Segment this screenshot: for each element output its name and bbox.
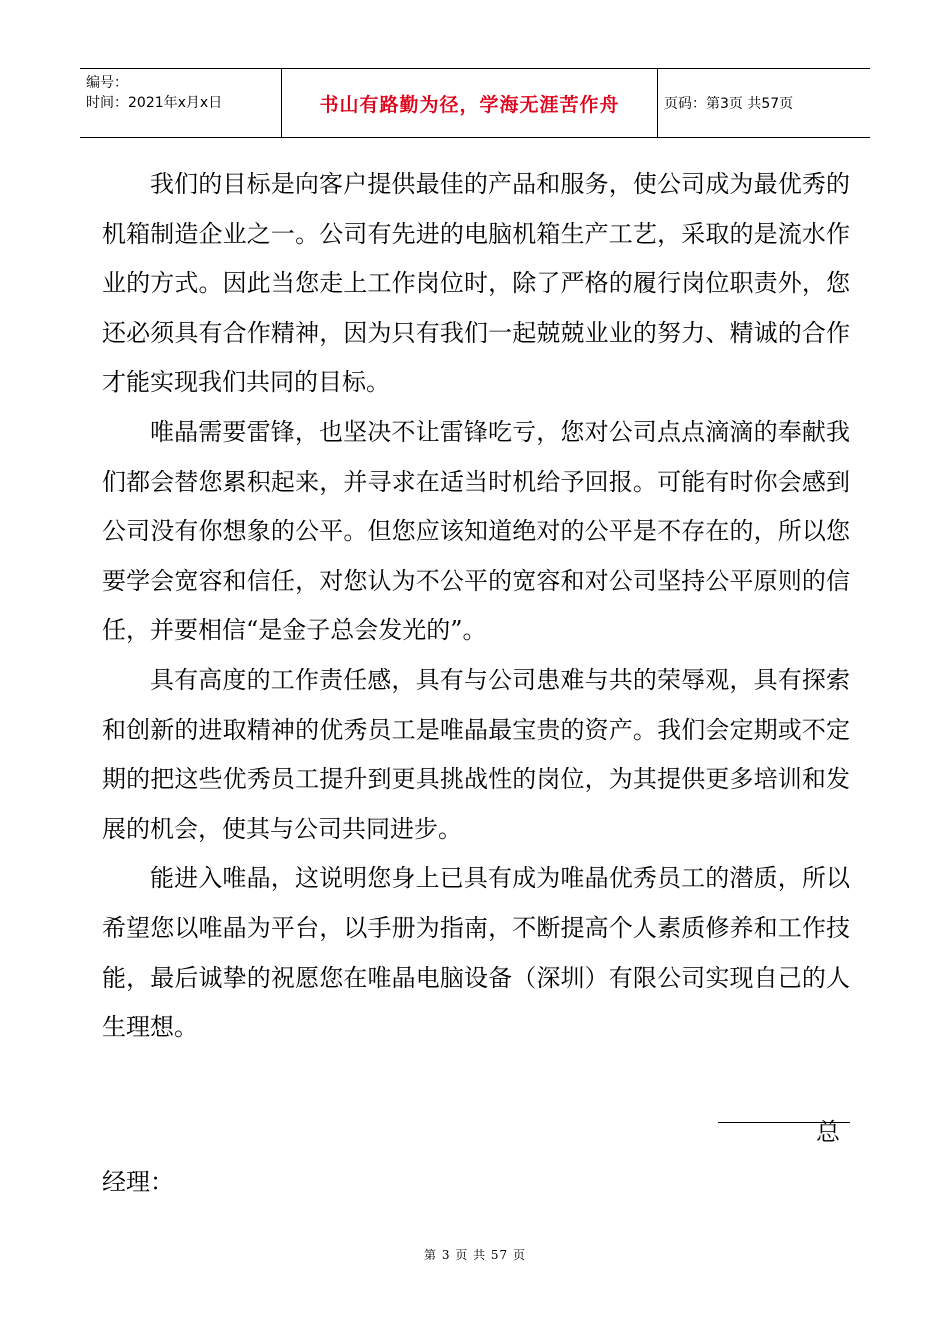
header-meta bbox=[80, 69, 282, 137]
document-body bbox=[102, 160, 850, 1053]
document-number-label: 编号： bbox=[86, 75, 128, 91]
signature-line-row bbox=[718, 1112, 850, 1152]
signature-title-part1: 总 bbox=[816, 1118, 840, 1146]
page-footer: 第 3 页 共 57 页 bbox=[424, 1248, 526, 1262]
header-motto: 书山有路勤为径，学海无涯苦作舟 bbox=[282, 69, 658, 137]
paragraph-excellent-staff: 具有高度的工作责任感，具有与公司患难与共的荣辱观，具有探索和创新的进取精神的优秀员工是唯晶最宝贵的资产。我们会定期或不定期的把这些优秀员工提升到更具挑战性的岗位，为其提供更多培训和发展的机会，使其与公司共同进步。 bbox=[102, 665, 850, 843]
header-page-info: 页码：第3页 共57页 bbox=[664, 96, 794, 112]
document-time-label: 时间：2021年x月x日 bbox=[86, 95, 223, 111]
paragraph-closing-wish: 能进入唯晶，这说明您身上已具有成为唯晶优秀员工的潜质，所以希望您以唯晶为平台，以手册为指南，不断提高个人素质修养和工作技能，最后诚挚的祝愿您在唯晶电脑设备（深圳）有限公司实现自己的人生理想。 bbox=[102, 864, 850, 1042]
page-header bbox=[80, 68, 870, 138]
signature-title-part2: 经理： bbox=[102, 1168, 174, 1196]
paragraph-leifeng: 唯晶需要雷锋，也坚决不让雷锋吃亏，您对公司点点滴滴的奉献我们都会替您累积起来，并寻求在适当时机给予回报。可能有时你会感到公司没有你想象的公平。但您应该知道绝对的公平是不存在的，所以您要学会宽容和信任，对您认为不公平的宽容和对公司坚持公平原则的信任，并要相信“是金子总会发光的”。 bbox=[102, 417, 850, 645]
paragraph-goal: 我们的目标是向客户提供最佳的产品和服务，使公司成为最优秀的机箱制造企业之一。公司有先进的电脑机箱生产工艺，采取的是流水作业的方式。因此当您走上工作岗位时，除了严格的履行岗位职责外，您还必须具有合作精神，因为只有我们一起兢兢业业的努力、精诚的合作才能实现我们共同的目标。 bbox=[102, 170, 850, 397]
